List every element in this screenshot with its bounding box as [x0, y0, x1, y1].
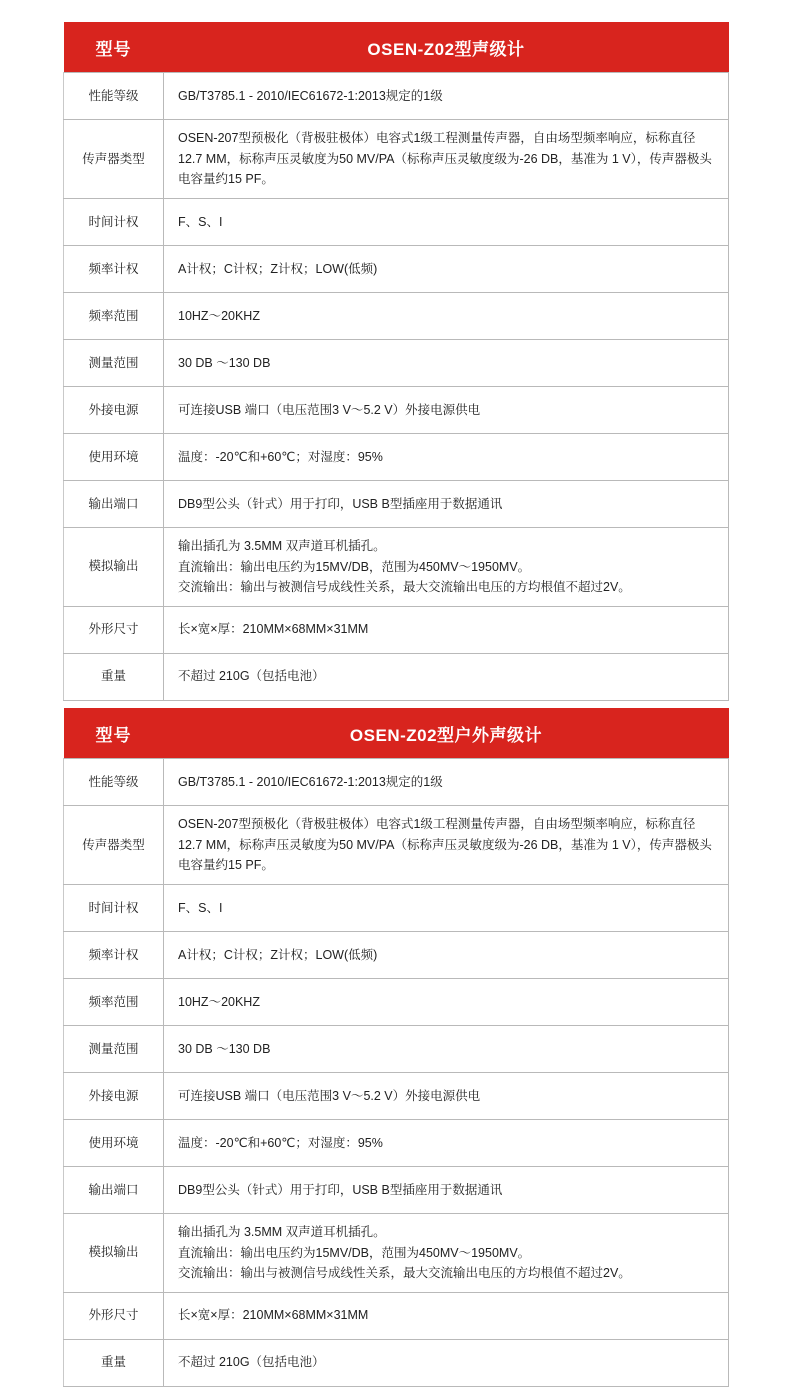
spec-row-label: 频率范围: [64, 978, 164, 1025]
spec-row-value-line: 10HZ～20KHZ: [178, 994, 260, 1009]
table-header: [64, 22, 729, 73]
spec-row-value-line: 可连接USB 端口（电压范围3 V～5.2 V）外接电源供电: [178, 1088, 481, 1103]
spec-row: [64, 339, 729, 386]
spec-row-label: 测量范围: [64, 1025, 164, 1072]
spec-row-label: 重量: [64, 653, 164, 700]
spec-row-label: 频率计权: [64, 931, 164, 978]
spec-row-label: 频率范围: [64, 292, 164, 339]
header-model-label: 型号: [64, 708, 164, 759]
spec-row-value: [164, 1213, 729, 1292]
spec-row: [64, 480, 729, 527]
spec-row-label: 外接电源: [64, 386, 164, 433]
spec-row-value-line: 不超过 210G（包括电池）: [178, 669, 325, 684]
spec-row: [64, 759, 729, 806]
spec-row-value-line: 长×宽×厚：210MM×68MM×31MM: [178, 1308, 369, 1323]
spec-row-value-line: 10HZ～20KHZ: [178, 308, 260, 323]
spec-row: [64, 1339, 729, 1386]
spec-row-value: [164, 527, 729, 606]
spec-row: [64, 245, 729, 292]
spec-row-value: [164, 884, 729, 931]
spec-row-value-line: GB/T3785.1 - 2010/IEC61672-1:2013规定的1级: [178, 88, 443, 103]
spec-row-value-line: DB9型公头（针式）用于打印，USB B型插座用于数据通讯: [178, 1182, 503, 1197]
spec-row-label: 外形尺寸: [64, 606, 164, 653]
spec-row: [64, 292, 729, 339]
spec-row: [64, 527, 729, 606]
spec-row-value: [164, 1339, 729, 1386]
spec-row-label: 测量范围: [64, 339, 164, 386]
spec-row: [64, 884, 729, 931]
spec-row-value: [164, 1119, 729, 1166]
spec-row: [64, 606, 729, 653]
spec-table-outdoor: [63, 708, 729, 1387]
spec-row-value: [164, 806, 729, 885]
spec-row-value-line: 不超过 210G（包括电池）: [178, 1355, 325, 1370]
spec-row-value: [164, 433, 729, 480]
table-body: [64, 759, 729, 1387]
spec-row: [64, 1213, 729, 1292]
spec-row-value: [164, 480, 729, 527]
spec-row: [64, 198, 729, 245]
spec-row-value-line: OSEN-207型预极化（背极驻极体）电容式1级工程测量传声器，自由场型频率响应，标称直径12.7 MM，标称声压灵敏度为50 MV/PA（标称声压灵敏度级为-26 DB，基准为 1 V），传声器极头电容量约15 PF。: [178, 131, 712, 187]
spec-row-label: 使用环境: [64, 433, 164, 480]
spec-row: [64, 806, 729, 885]
table-header-row: [64, 708, 729, 759]
spec-row: [64, 1166, 729, 1213]
spec-row-value: [164, 759, 729, 806]
spec-row-value: [164, 606, 729, 653]
spec-row-value-line: 30 DB ～130 DB: [178, 355, 271, 370]
spec-row-value-line: 长×宽×厚：210MM×68MM×31MM: [178, 622, 369, 637]
spec-row-value-line: 输出插孔为 3.5MM 双声道耳机插孔。: [178, 538, 386, 553]
spec-row-label: 时间计权: [64, 198, 164, 245]
spec-row-label: 传声器类型: [64, 806, 164, 885]
spec-row-value: [164, 931, 729, 978]
spec-row-value-line: 交流输出：输出与被测信号成线性关系，最大交流输出电压的方均根值不超过2V。: [178, 1266, 631, 1281]
spec-row-value-line: GB/T3785.1 - 2010/IEC61672-1:2013规定的1级: [178, 774, 443, 789]
spec-row-value: [164, 198, 729, 245]
spec-row-label: 传声器类型: [64, 120, 164, 199]
spec-row-value: [164, 1072, 729, 1119]
spec-row-label: 时间计权: [64, 884, 164, 931]
spec-row-value: [164, 978, 729, 1025]
spec-row-value: [164, 1292, 729, 1339]
spec-row-value-line: DB9型公头（针式）用于打印，USB B型插座用于数据通讯: [178, 496, 503, 511]
header-model-title: OSEN-Z02型户外声级计: [164, 708, 729, 759]
header-model-title: OSEN-Z02型声级计: [164, 22, 729, 73]
spec-row-value-line: 温度：-20℃和+60℃；对湿度：95%: [178, 1135, 383, 1150]
spec-row-value-line: 交流输出：输出与被测信号成线性关系，最大交流输出电压的方均根值不超过2V。: [178, 580, 631, 595]
spec-row-value-line: A计权；C计权；Z计权；LOW(低频): [178, 947, 378, 962]
spec-row-label: 输出端口: [64, 480, 164, 527]
spec-row-value: [164, 653, 729, 700]
table-body: [64, 73, 729, 701]
spec-row-label: 使用环境: [64, 1119, 164, 1166]
spec-row-label: 频率计权: [64, 245, 164, 292]
spec-row: [64, 1119, 729, 1166]
spec-row: [64, 653, 729, 700]
spec-row-value: [164, 1166, 729, 1213]
spec-row-value-line: A计权；C计权；Z计权；LOW(低频): [178, 261, 378, 276]
spec-row: [64, 1072, 729, 1119]
spec-row-label: 性能等级: [64, 759, 164, 806]
spec-row-value-line: F、S、I: [178, 214, 223, 229]
spec-row-label: 模拟输出: [64, 527, 164, 606]
spec-row-value-line: 30 DB ～130 DB: [178, 1041, 271, 1056]
spec-row-label: 性能等级: [64, 73, 164, 120]
spec-row-value-line: OSEN-207型预极化（背极驻极体）电容式1级工程测量传声器，自由场型频率响应，标称直径12.7 MM，标称声压灵敏度为50 MV/PA（标称声压灵敏度级为-26 DB，基准为 1 V），传声器极头电容量约15 PF。: [178, 817, 712, 873]
table-header-row: [64, 22, 729, 73]
spec-row: [64, 120, 729, 199]
header-model-label: 型号: [64, 22, 164, 73]
spec-row-label: 外形尺寸: [64, 1292, 164, 1339]
spec-row-label: 外接电源: [64, 1072, 164, 1119]
spec-row-value: [164, 339, 729, 386]
spec-row-value: [164, 245, 729, 292]
spec-row: [64, 931, 729, 978]
spec-table-indoor: [63, 22, 729, 701]
spec-row: [64, 1025, 729, 1072]
spec-row-label: 输出端口: [64, 1166, 164, 1213]
spec-row-label: 模拟输出: [64, 1213, 164, 1292]
spec-row-label: 重量: [64, 1339, 164, 1386]
spec-row: [64, 73, 729, 120]
spec-row-value-line: 直流输出：输出电压约为15MV/DB，范围为450MV～1950MV。: [178, 1245, 531, 1260]
table-header: [64, 708, 729, 759]
spec-row: [64, 433, 729, 480]
spec-row-value: [164, 120, 729, 199]
spec-row-value-line: 温度：-20℃和+60℃；对湿度：95%: [178, 449, 383, 464]
spec-row-value: [164, 292, 729, 339]
spec-row-value: [164, 1025, 729, 1072]
spec-row: [64, 1292, 729, 1339]
spec-row: [64, 978, 729, 1025]
spec-row-value-line: 输出插孔为 3.5MM 双声道耳机插孔。: [178, 1224, 386, 1239]
spec-row-value-line: 可连接USB 端口（电压范围3 V～5.2 V）外接电源供电: [178, 402, 481, 417]
spec-row-value-line: 直流输出：输出电压约为15MV/DB，范围为450MV～1950MV。: [178, 559, 531, 574]
spec-row-value: [164, 73, 729, 120]
spec-row: [64, 386, 729, 433]
spec-row-value-line: F、S、I: [178, 900, 223, 915]
spec-row-value: [164, 386, 729, 433]
